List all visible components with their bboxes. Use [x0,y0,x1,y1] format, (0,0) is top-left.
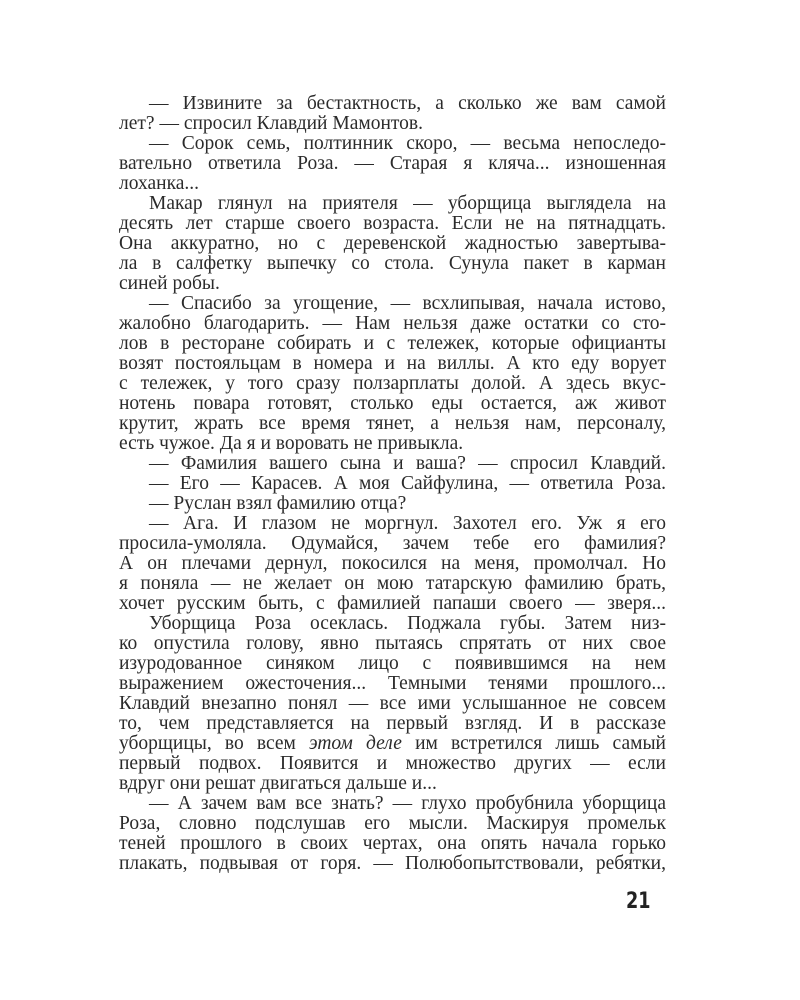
text-line: просила-умоляла. Одумайся, зачем тебе его фамилия? [119,533,666,554]
text-line: — Его — Карасев. А моя Сайфулина, — ответила Роза. [149,473,666,494]
text-line: — Ага. И глазом не моргнул. Захотел его. Уж я его [149,513,666,534]
text-line: крутит, жрать все время тянет, а нельзя нам, персоналу, [119,413,666,434]
text-line: плакать, подвывая от горя. — Полюбопытствовали, ребятки, [119,853,666,874]
text-line [119,734,666,754]
text-line: ла в салфетку выпечку со стола. Сунула пакет в карман [119,253,666,274]
page-number: 21 [626,889,651,914]
text-line: изуродованное синяком лицо с появившимся на нем [119,653,666,674]
italic-emphasis: этом деле [309,733,402,754]
text-line: лоханка... [119,173,200,194]
text-line: есть чужое. Да я и воровать не привыкла. [119,433,464,454]
text-line: возят постояльцам в номера и на виллы. А кто еду ворует [119,353,666,374]
text-line: Роза, словно подслушав его мысли. Маскируя промельк [119,813,666,834]
text-line: хочет русским быть, с фамилией папаши своего — зверя... [119,593,666,614]
text-line: — Сорок семь, полтинник скоро, — весьма непоследо- [149,133,666,154]
text-line: Клавдий внезапно понял — все ими услышанное не совсем [119,693,666,714]
text-line: первый подвох. Появится и множество других — если [119,753,666,774]
text-line: синей робы. [119,273,220,294]
text-line: Она аккуратно, но с деревенской жадностью завертыва- [119,233,666,254]
book-page-text [119,94,666,874]
text-line: теней прошлого в своих чертах, она опять начала горько [119,833,666,854]
text-line: десять лет старше своего возраста. Если не на пятнадцать. [119,213,666,234]
text-line: вательно ответила Роза. — Старая я кляча... изношенная [119,153,666,174]
text-line: — Руслан взял фамилию отца? [149,493,407,514]
text-line: вдруг они решат двигаться дальше и... [119,773,437,794]
text-line: лов в ресторане собирать и с тележек, которые официанты [119,333,666,354]
text-line: то, чем представляется на первый взгляд. И в рассказе [119,713,666,734]
text-segment: им встретился лишь самый [401,733,666,754]
text-line: с тележек, у того сразу ползарплаты долой. А здесь вкус- [119,373,666,394]
text-line: — Извините за бестактность, а сколько же вам самой [149,93,666,114]
text-line: Макар глянул на приятеля — уборщица выглядела на [149,193,666,214]
text-line: ко опустила голову, явно пытаясь спрятать от них свое [119,633,666,654]
text-line: нотень повара готовят, столько еды остается, аж живот [119,393,666,414]
text-line: Уборщица Роза осеклась. Поджала губы. Затем низ- [149,613,666,634]
text-line: выражением ожесточения... Темными тенями прошлого... [119,673,666,694]
text-line: лет? — спросил Клавдий Мамонтов. [119,113,423,134]
text-line: — Фамилия вашего сына и ваша? — спросил Клавдий. [149,453,666,474]
text-line: А он плечами дернул, покосился на меня, промолчал. Но [119,553,666,574]
text-line: — А зачем вам все знать? — глухо пробубнила уборщица [149,793,666,814]
text-line: я поняла — не желает он мою татарскую фамилию брать, [119,573,666,594]
text-line: — Спасибо за угощение, — всхлипывая, начала истово, [149,293,666,314]
text-segment: уборщицы, во всем [119,733,309,754]
text-line: жалобно благодарить. — Нам нельзя даже остатки со сто- [119,313,666,334]
